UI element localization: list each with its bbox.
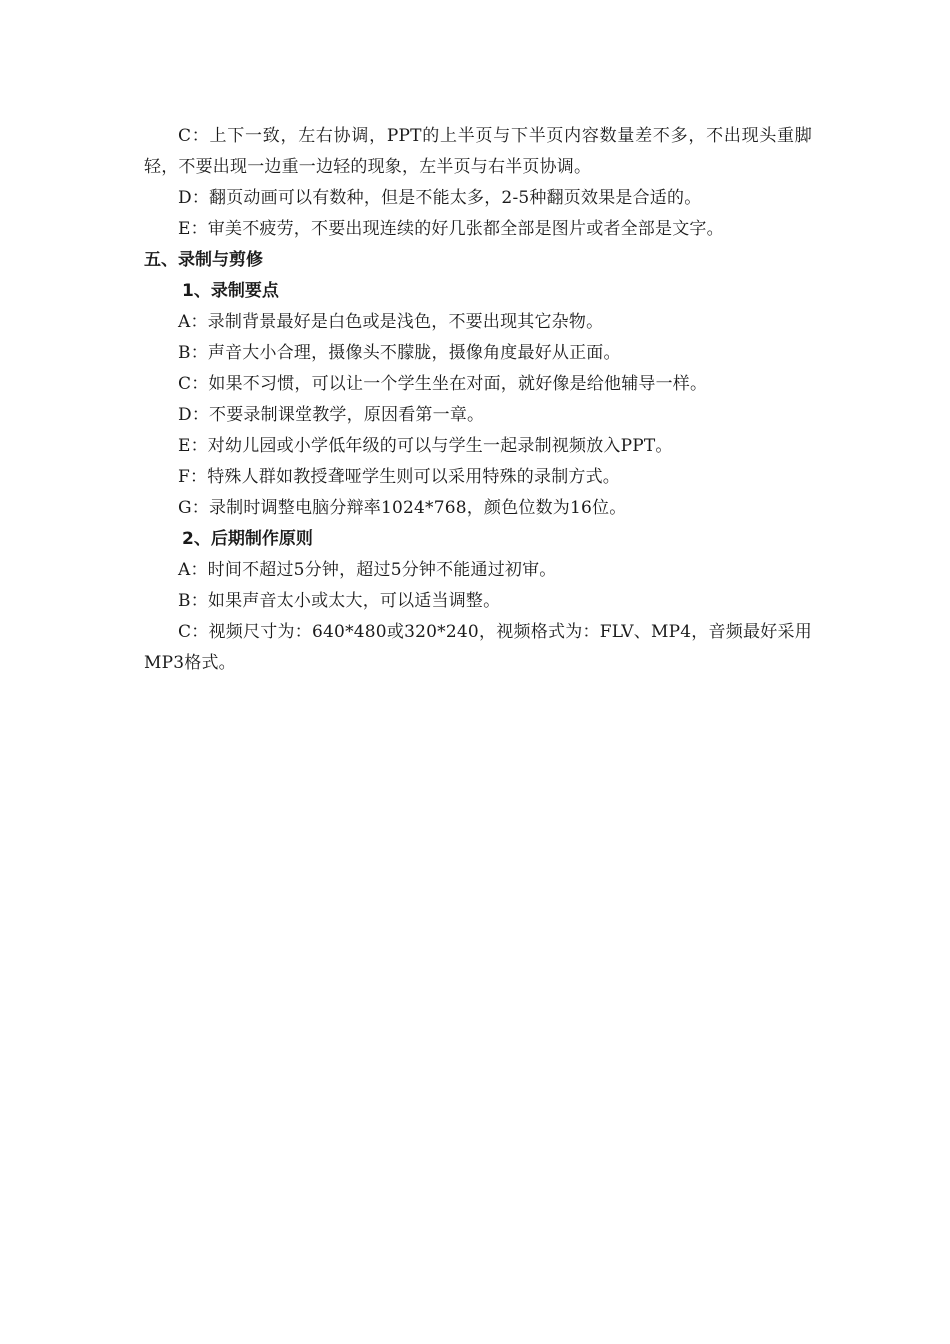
list-item: C：视频尺寸为：640*480或320*240，视频格式为：FLV、MP4，音频最好采用MP3格式。 (144, 622, 812, 673)
subheading-post-production: 2、后期制作原则 (182, 529, 313, 549)
paragraph-e-aesthetics: E：审美不疲劳，不要出现连续的好几张都全部是图片或者全部是文字。 (178, 219, 724, 239)
list-item: B：声音大小合理，摄像头不朦胧，摄像角度最好从正面。 (178, 343, 621, 363)
document-page (144, 121, 812, 679)
paragraph-c-layout: C：上下一致，左右协调，PPT的上半页与下半页内容数量差不多，不出现头重脚轻，不要出现一边重一边轻的现象，左半页与右半页协调。 (144, 126, 812, 177)
list-item: G：录制时调整电脑分辩率1024*768，颜色位数为16位。 (178, 498, 627, 518)
paragraph-d-animation: D：翻页动画可以有数种，但是不能太多，2-5种翻页效果是合适的。 (178, 188, 702, 208)
list-item: A：录制背景最好是白色或是浅色，不要出现其它杂物。 (178, 312, 604, 332)
list-item: C：如果不习惯，可以让一个学生坐在对面，就好像是给他辅导一样。 (178, 374, 708, 394)
list-item: E：对幼儿园或小学低年级的可以与学生一起录制视频放入PPT。 (178, 436, 673, 456)
list-item: F：特殊人群如教授聋哑学生则可以采用特殊的录制方式。 (178, 467, 620, 487)
section-heading-recording: 五、录制与剪修 (144, 250, 263, 270)
list-item: A：时间不超过5分钟，超过5分钟不能通过初审。 (178, 560, 557, 580)
list-item: D：不要录制课堂教学，原因看第一章。 (178, 405, 485, 425)
subheading-recording-points: 1、录制要点 (182, 281, 279, 301)
list-item: B：如果声音太小或太大，可以适当调整。 (178, 591, 501, 611)
